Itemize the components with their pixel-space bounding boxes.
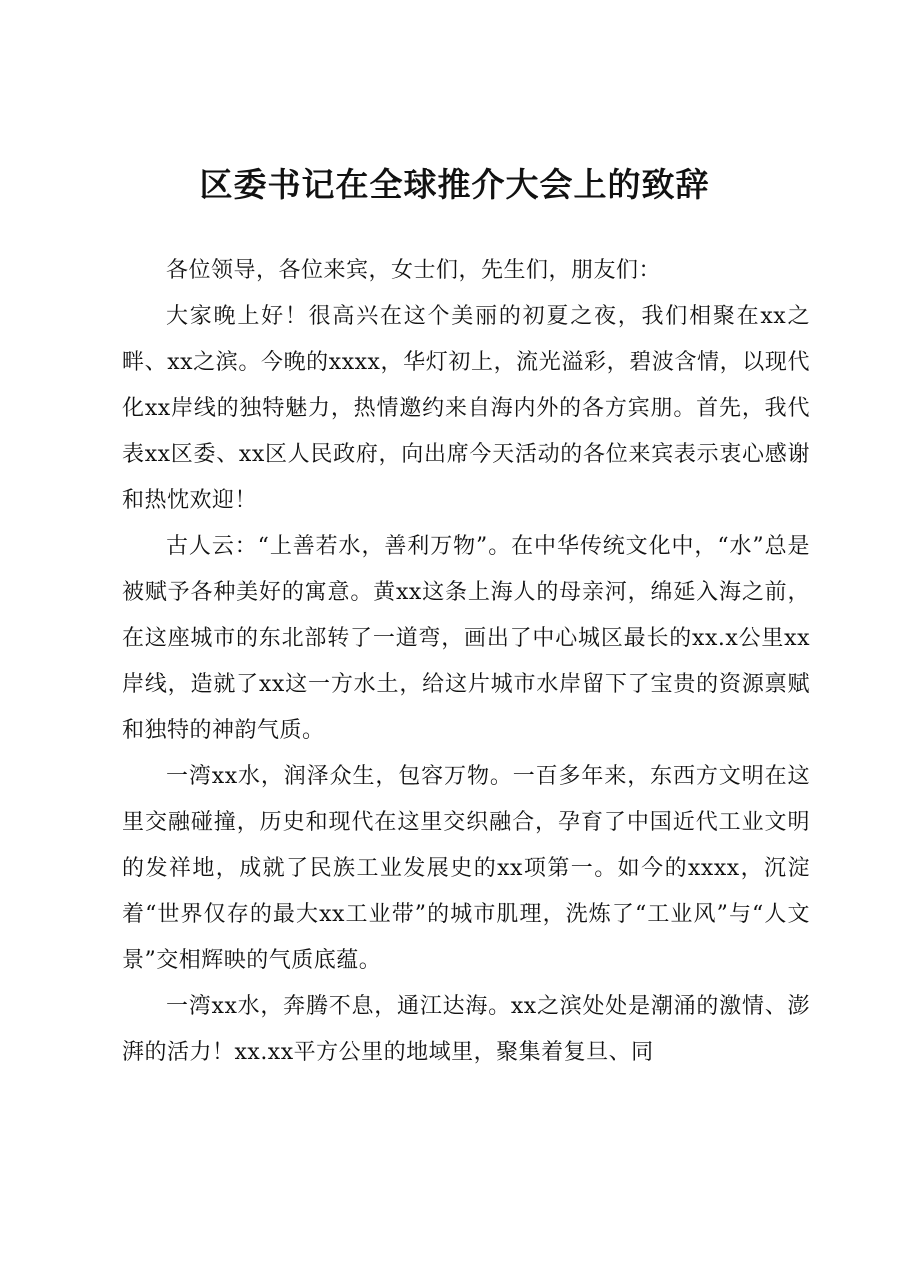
- document-title: 区委书记在全球推介大会上的致辞: [199, 165, 710, 204]
- paragraph-salutation: 各位领导，各位来宾，女士们，先生们，朋友们：: [166, 258, 662, 283]
- paragraph-industrial-history: 一湾xx水，润泽众生，包容万物。一百多年来，东西方文明在这里交融碰撞，历史和现代在这里交织融合，孕育了中国近代工业文明的发祥地，成就了民族工业发展史的xx项第一。如今的xxxx，沉淀着“世界仅存的最大xx工业带”的城市肌理，洗炼了“工业风”与“人文景”交相辉映的气质底蕴。: [122, 764, 810, 973]
- paragraph-water-culture: 古人云：“上善若水，善利万物”。在中华传统文化中，“水”总是被赋予各种美好的寓意。黄xx这条上海人的母亲河，绵延入海之前，在这座城市的东北部转了一道弯，画出了中心城区最长的xx.x公里xx岸线，造就了xx这一方水土，给这片城市水岸留下了宝贵的资源禀赋和独特的神韵气质。: [122, 534, 810, 743]
- document-body: [122, 248, 810, 1076]
- paragraph-vitality: 一湾xx水，奔腾不息，通江达海。xx之滨处处是潮涌的激情、澎湃的活力！xx.xx平方公里的地域里，聚集着复旦、同: [122, 994, 810, 1065]
- paragraph-greeting: 大家晚上好！很高兴在这个美丽的初夏之夜，我们相聚在xx之畔、xx之滨。今晚的xxxx，华灯初上，流光溢彩，碧波含情，以现代化xx岸线的独特魅力，热情邀约来自海内外的各方宾朋。首先，我代表xx区委、xx区人民政府，向出席今天活动的各位来宾表示衷心感谢和热忱欢迎！: [122, 304, 810, 513]
